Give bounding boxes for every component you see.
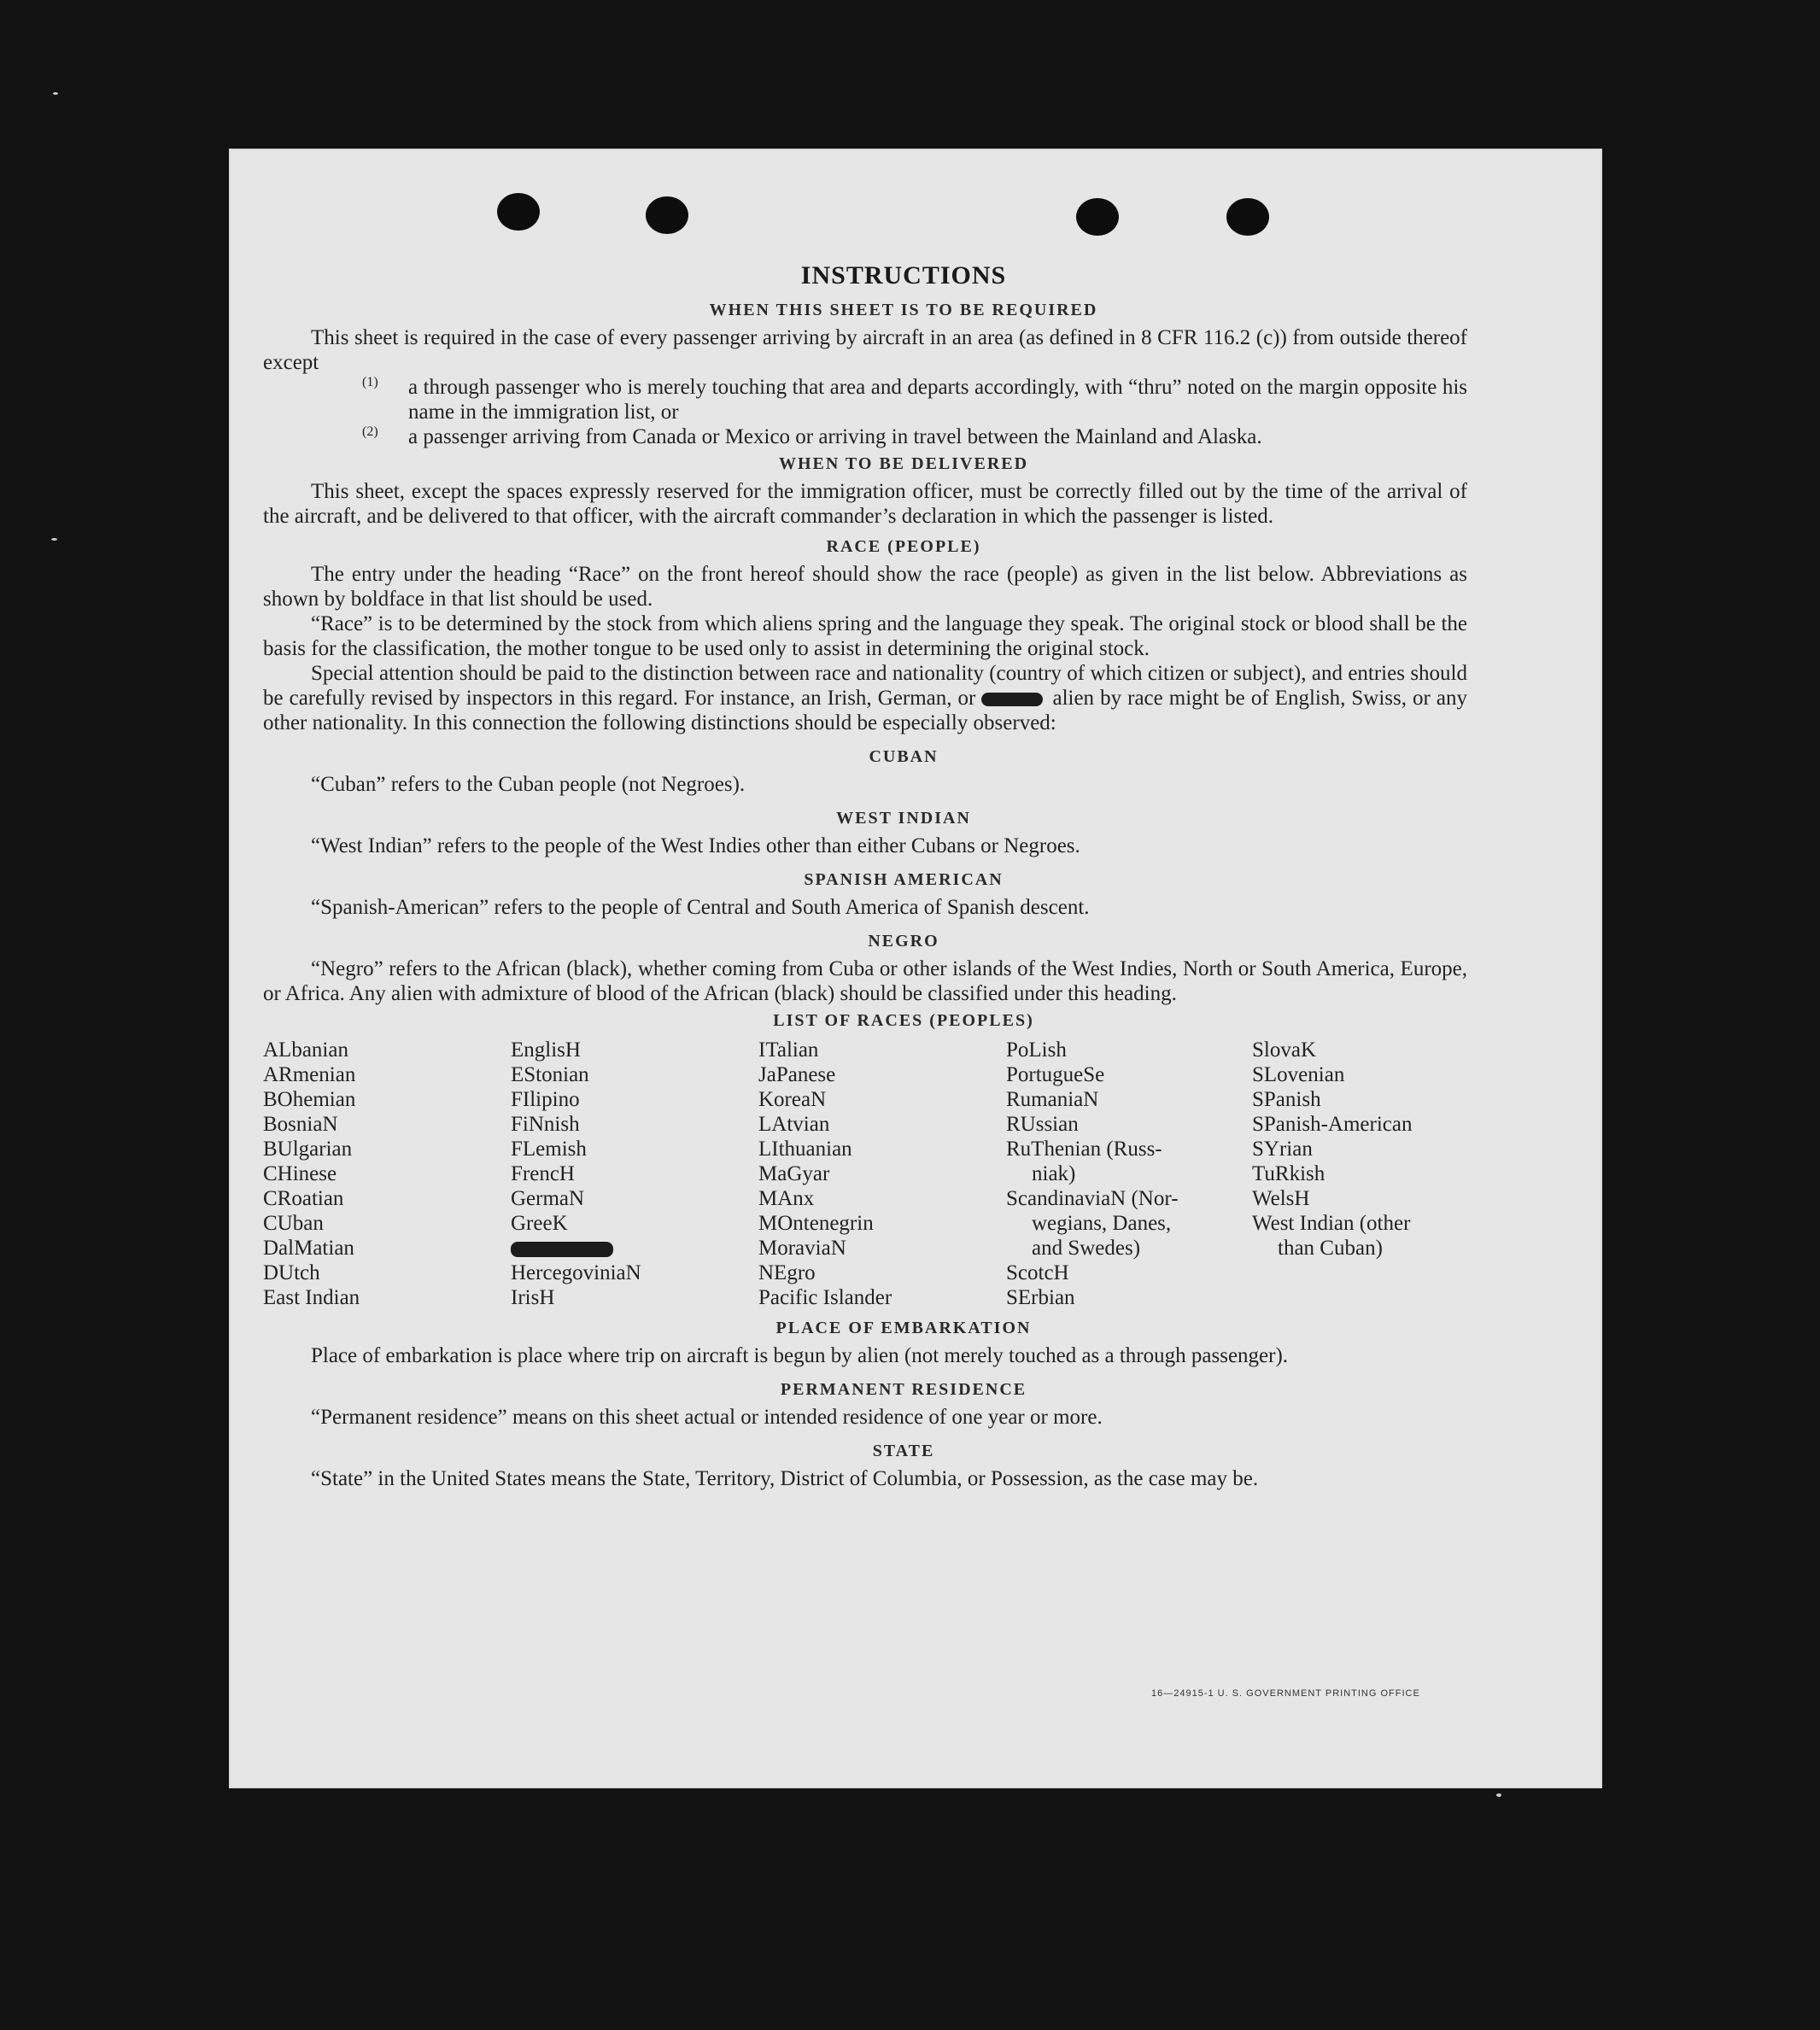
race-entry: SYrian [1252,1138,1313,1161]
race-entry: MaGyar [758,1162,830,1185]
race-entry: SPanish-American [1252,1113,1413,1136]
race-entry: ScandinaviaN (Nor- [1006,1187,1179,1210]
exception-text: a through passenger who is merely touching that area and departs accordingly, with “thru” noted on the margin opposite his name in the immigration list, or [408,376,1467,424]
race-entry: EnglisH [511,1038,581,1062]
race-entry: SPanish [1252,1088,1321,1111]
race-entry: GermaN [511,1187,585,1210]
section-heading-embarkation: PLACE OF EMBARKATION [775,1319,1032,1337]
section-heading-required: WHEN THIS SHEET IS TO BE REQUIRED [709,301,1098,319]
section-heading-residence: PERMANENT RESIDENCE [780,1380,1027,1399]
race-entry: East Indian [263,1286,360,1309]
punch-hole [1076,198,1119,236]
scan-speck [51,538,57,541]
race-entry: PoLish [1006,1038,1067,1062]
race-entry: SlovaK [1252,1038,1316,1062]
section-heading-race-list: LIST OF RACES (PEOPLES) [773,1011,1034,1030]
race-entry-continuation: and Swedes) [1032,1237,1141,1260]
race-entry: LAtvian [758,1113,830,1136]
race-entry: Pacific Islander [758,1286,892,1309]
race-entry: FrencH [511,1162,575,1185]
section-heading-west-indian: WEST INDIAN [836,809,971,828]
race-entry: KoreaN [758,1088,827,1111]
race-entry: ITalian [758,1038,819,1062]
race-entry: CRoatian [263,1187,344,1210]
race-entry: West Indian (other [1252,1212,1411,1235]
race-paragraph-3 [263,661,1467,735]
exception-number: (2) [362,424,378,439]
west-indian-text: “West Indian” refers to the people of the West Indies other than either Cubans or Negroes. [311,834,1080,857]
section-heading-cuban: CUBAN [869,747,939,766]
race-entry: RumaniaN [1006,1088,1099,1111]
race-entry-continuation: than Cuban) [1278,1237,1383,1260]
race-entry: CUban [263,1212,324,1235]
race-column [263,1038,511,1310]
race-entry: WelsH [1252,1187,1310,1210]
race-entry: ScotcH [1006,1261,1069,1284]
scan-speck [1496,1793,1501,1797]
race-column [758,1038,1006,1310]
race-entry-continuation: niak) [1032,1162,1076,1185]
race-entry: PortugueSe [1006,1063,1105,1086]
cuban-text: “Cuban” refers to the Cuban people (not Negroes). [311,773,746,796]
race-column [1252,1038,1467,1310]
embarkation-text: Place of embarkation is place where trip on aircraft is begun by alien (not merely touched as a through passenger). [311,1344,1289,1367]
delivered-text: This sheet, except the spaces expressly reserved for the immigration officer, must be correctly filled out by the time of the arrival of the aircraft, and be delivered to that officer, with the aircraft commander’s declaration in which the passenger is listed. [263,480,1467,528]
scan-speck [53,92,58,95]
race-entry: DalMatian [263,1237,354,1260]
race-paragraph-3-part-b: alien by race might be of English, Swiss, or any other nationality. In this connection the following distinctions should be especially observed: [263,687,1467,734]
section-heading-negro: NEGRO [868,932,939,951]
race-entry: JaPanese [758,1063,836,1086]
race-entry: RUssian [1006,1113,1079,1136]
race-paragraph-2: “Race” is to be determined by the stock from which aliens spring and the language they speak. The original stock or blood shall be the basis for the classification, the mother tongue to be used only to assist in determining the original stock. [263,612,1467,660]
section-heading-spanish-american: SPANISH AMERICAN [804,870,1004,889]
race-column [1006,1038,1252,1310]
race-entry: ALbanian [263,1038,348,1062]
redaction-mark [511,1242,613,1257]
race-entry-redacted [511,1236,758,1261]
section-heading-state: STATE [872,1442,935,1460]
race-entry: FiNnish [511,1113,580,1136]
race-paragraph-1: The entry under the heading “Race” on the front hereof should show the race (people) as given in the list below. Abbreviations as shown by boldface in that list should be used. [263,563,1467,611]
race-column [511,1038,758,1310]
exception-item [362,375,1467,424]
race-entry: TuRkish [1252,1162,1325,1185]
race-list [263,1038,1467,1310]
residence-text: “Permanent residence” means on this sheet actual or intended residence of one year or more. [311,1406,1103,1429]
race-entry: SLovenian [1252,1063,1345,1086]
exception-text: a passenger arriving from Canada or Mexico or arriving in travel between the Mainland and Alaska. [408,425,1262,448]
exception-item [362,424,1467,449]
race-entry: SErbian [1006,1286,1075,1309]
race-entry-continuation: wegians, Danes, [1032,1212,1172,1235]
exception-number: (1) [362,375,378,389]
race-entry: GreeK [511,1212,568,1235]
punch-hole [497,193,540,231]
race-entry: HercegoviniaN [511,1261,641,1284]
spanish-american-text: “Spanish-American” refers to the people of Central and South America of Spanish descent. [311,896,1090,919]
page-title: INSTRUCTIONS [800,261,1007,290]
required-intro: This sheet is required in the case of every passenger arriving by aircraft in an area (as defined in 8 CFR 116.2 (c)) from outside thereof except [263,326,1467,374]
state-text: “State” in the United States means the State, Territory, District of Columbia, or Possession, as the case may be. [311,1467,1259,1490]
race-entry: BUlgarian [263,1138,353,1161]
race-entry: RuThenian (Russ- [1006,1138,1162,1161]
race-entry: CHinese [263,1162,337,1185]
instruction-sheet [229,149,1602,1788]
race-entry: BOhemian [263,1088,356,1111]
race-entry: ARmenian [263,1063,356,1086]
section-heading-race: RACE (PEOPLE) [826,537,981,556]
race-entry: MOntenegrin [758,1212,874,1235]
race-entry: FIlipino [511,1088,580,1111]
race-entry: EStonian [511,1063,589,1086]
punch-hole [1226,198,1269,236]
section-heading-delivered: WHEN TO BE DELIVERED [778,454,1029,473]
redaction-mark [981,693,1043,706]
race-entry: NEgro [758,1261,816,1284]
negro-text: “Negro” refers to the African (black), whether coming from Cuba or other islands of the West Indies, North or South America, Europe, or Africa. Any alien with admixture of blood of the African (black) should be classified under this heading. [263,957,1467,1005]
race-entry: MoraviaN [758,1237,846,1260]
punch-hole [646,196,688,234]
race-entry: BosniaN [263,1113,338,1136]
race-entry: IrisH [511,1286,555,1309]
race-entry: DUtch [263,1261,320,1284]
race-entry: LIthuanian [758,1138,852,1161]
race-entry: MAnx [758,1187,815,1210]
race-paragraph-3-part-a: Special attention should be paid to the distinction between race and nationality (country of which citizen or subject), and entries should be carefully revised by inspectors in this regard. For instance, an Irish, German, or [263,662,1467,710]
race-entry: FLemish [511,1138,587,1161]
printing-office-code: 16—24915-1 U. S. GOVERNMENT PRINTING OFFICE [1151,1688,1420,1699]
